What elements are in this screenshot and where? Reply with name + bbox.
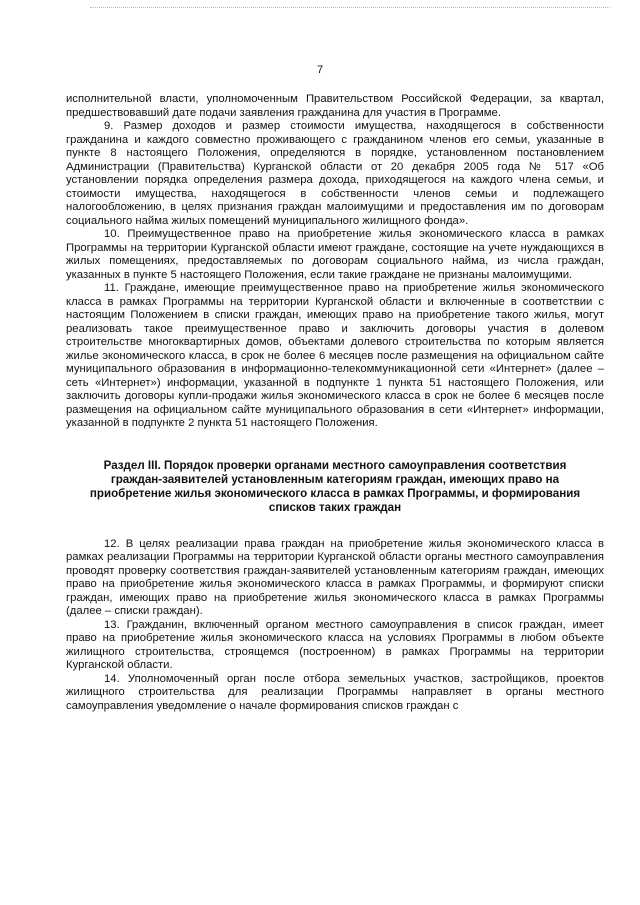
paragraph-10: 10. Преимущественное право на приобретение жилья экономического класса в рамках Программы на территории Курганской области имеют граждане, состоящие на учете нуждающихся в жилых помещениях, предоставляемых по договорам социального найма, из числа граждан, указанных в пункте 5 настоящего Положения, если такие граждане не признаны малоимущими. xyxy=(66,228,604,281)
paragraph-continuation: исполнительной власти, уполномоченным Правительством Российской Федерации, за квартал, предшествовавший дате подачи заявления гражданина для участия в Программе. xyxy=(66,93,604,119)
paragraph-9: 9. Размер доходов и размер стоимости имущества, находящегося в собственности гражданина и каждого совместно проживающего с гражданином членов его семьи, указанные в пункте 8 настоящего Положения, определяются в порядке, установленном постановлением Администрации (Правительства) Курганской области от 20 декабря 2005 года № 517 «Об установлении порядка определения размера дохода, приходящегося на каждого члена семьи, и стоимости имущества, находящегося в собственности членов семьи и подлежащего налогообложению, в целях признания граждан малоимущими и предоставления им по договорам социального найма жилых помещений муниципального жилищного фонда». xyxy=(66,120,604,227)
paragraph-12: 12. В целях реализации права граждан на приобретение жилья экономического класса в рамках реализации Программы на территории Курганской области органы местного самоуправления проводят проверку соответствия граждан-заявителей установленным категориям граждан, имеющих право на приобретение жилья экономического класса в рамках Программы, и формируют списки граждан, имеющих право на приобретение жилья экономического класса в рамках Программы (далее – списки граждан). xyxy=(66,537,604,617)
paragraph-14: 14. Уполномоченный орган после отбора земельных участков, застройщиков, проектов жилищного строительства для реализации Программы направляет в органы местного самоуправления уведомление о начале формирования списков граждан с xyxy=(66,672,604,712)
scan-top-edge xyxy=(90,7,610,8)
paragraph-11: 11. Граждане, имеющие преимущественное право на приобретение жилья экономического класса в рамках Программы на территории Курганской области и включенные в соответствии с настоящим Положением в списки граждан, имеющих право на приобретение такого жилья, могут реализовать такое преимущественное право и заключить договоры участия в долевом строительстве многоквартирных домов, объектами долевого строительства по которым является жилье экономического класса, в срок не более 6 месяцев после размещения на официальном сайте муниципального образования в информационно-телекоммуникационной сети «Интернет» (далее – сеть «Интернет») информации, указанной в подпункте 1 пункта 51 настоящего Положения, или заключить договоры купли-продажи жилья экономического класса в срок не более 6 месяцев после размещения на официальном сайте муниципального образования в сети «Интернет» информации, указанной в подпункте 2 пункта 51 настоящего Положения. xyxy=(66,282,604,429)
document-body xyxy=(66,93,604,713)
page-number: 7 xyxy=(316,64,324,76)
section-heading: Раздел III. Порядок проверки органами местного самоуправления соответствия граждан-заявителей установленным категориям граждан, имеющих право на приобретение жилья экономического класса в рамках Программы, и формирования списков таких граждан xyxy=(89,458,581,514)
paragraph-13: 13. Гражданин, включенный органом местного самоуправления в список граждан, имеет право на приобретение жилья экономического класса на условиях Программы в любом объекте жилищного строительства, строящемся (построенном) в рамках Программы на территории Курганской области. xyxy=(66,618,604,671)
